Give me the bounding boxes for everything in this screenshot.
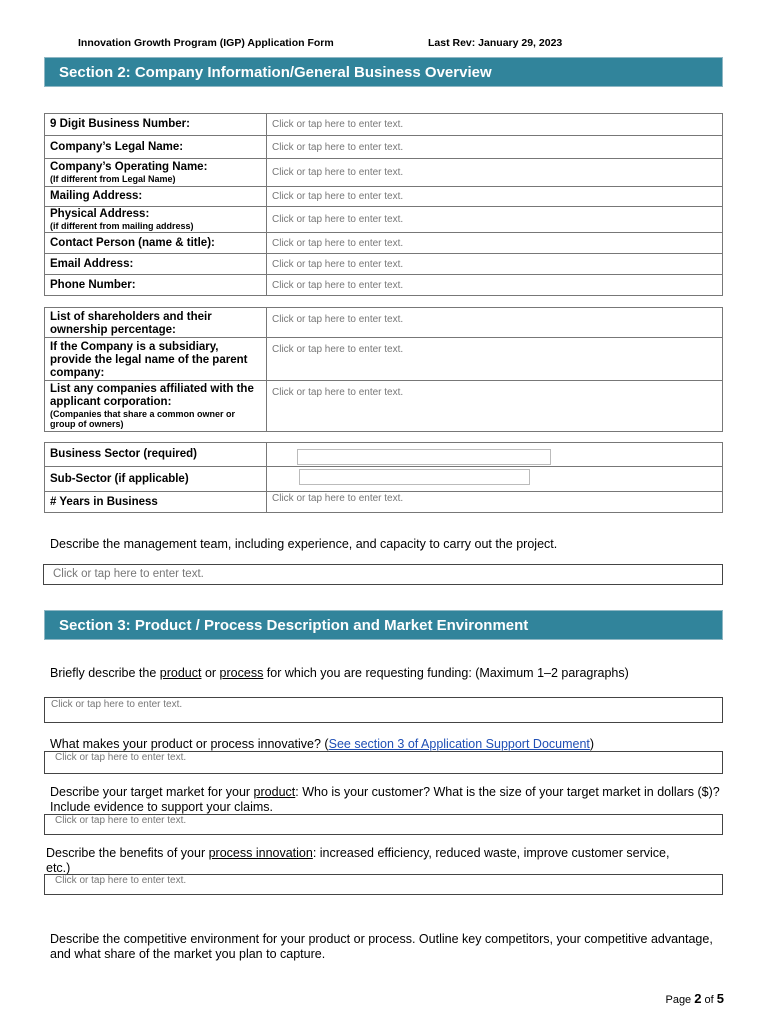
phone-number-label: Phone Number: (45, 275, 267, 296)
physical-address-label: Physical Address: (50, 208, 150, 220)
product-process-question (50, 666, 690, 681)
sub-sector-dropdown[interactable] (299, 469, 530, 485)
table-row (45, 114, 723, 136)
physical-address-field[interactable]: Click or tap here to enter text. (267, 207, 723, 233)
q1-text-2: or (201, 666, 220, 680)
current-page: 2 (694, 991, 702, 1006)
contact-person-field[interactable]: Click or tap here to enter text. (267, 233, 723, 254)
operating-name-field[interactable]: Click or tap here to enter text. (267, 159, 723, 187)
form-title: Innovation Growth Program (IGP) Application Form (78, 37, 334, 49)
q3-text-1: Describe your target market for your (50, 785, 254, 799)
company-info-table (44, 113, 723, 296)
table-row (45, 233, 723, 254)
business-number-label: 9 Digit Business Number: (45, 114, 267, 136)
q3-text-2: : Who is your customer? What is the size of your target market in dollars ($)? Include evidence to support your claims. (50, 785, 720, 814)
q4-text-2: : increased efficiency, reduced waste, improve customer service, etc.) (46, 846, 670, 875)
table-row (45, 275, 723, 296)
business-number-field[interactable]: Click or tap here to enter text. (267, 114, 723, 136)
shareholders-field[interactable]: Click or tap here to enter text. (267, 308, 723, 338)
affiliates-label-cell (45, 381, 267, 432)
operating-name-label-cell (45, 159, 267, 187)
last-revision: Last Rev: January 29, 2023 (428, 37, 563, 49)
years-in-business-field[interactable]: Click or tap here to enter text. (267, 492, 723, 513)
table-row (45, 381, 723, 432)
table-row (45, 254, 723, 275)
ownership-table (44, 307, 723, 432)
affiliates-label: List any companies affiliated with the applicant corporation: (50, 383, 254, 408)
q1-process: process (219, 666, 264, 680)
competitive-environment-question: Describe the competitive environment for your product or process. Outline key competitors, your competitive advantage, and what share of the market you plan to capture. (50, 932, 713, 961)
process-benefits-question (46, 846, 696, 876)
business-sector-dropdown[interactable] (297, 449, 551, 465)
email-address-field[interactable]: Click or tap here to enter text. (267, 254, 723, 275)
page-number (665, 991, 724, 1006)
section-3-heading: Section 3: Product / Process Description and Market Environment (44, 610, 723, 640)
parent-company-label: If the Company is a subsidiary, provide the legal name of the parent company: (45, 338, 267, 381)
innovation-question (50, 737, 594, 752)
affiliates-note: (Companies that share a common owner or group of owners) (50, 409, 236, 429)
target-market-question (50, 785, 720, 815)
section-2-heading: Section 2: Company Information/General Business Overview (44, 57, 723, 87)
mailing-address-label: Mailing Address: (45, 187, 267, 207)
q1-text-1: Briefly describe the (50, 666, 160, 680)
business-sector-label: Business Sector (required) (45, 443, 267, 467)
page-word: Page (665, 994, 695, 1006)
support-document-link[interactable]: See section 3 of Application Support Document (328, 737, 590, 751)
physical-address-note: (if different from mailing address) (50, 221, 194, 231)
table-row (45, 159, 723, 187)
q3-product: product (253, 785, 296, 799)
management-question: Describe the management team, including experience, and capacity to carry out the project. (50, 537, 558, 551)
q1-product: product (159, 666, 202, 680)
physical-address-label-cell (45, 207, 267, 233)
management-answer-field[interactable]: Click or tap here to enter text. (43, 564, 723, 585)
years-in-business-label: # Years in Business (45, 492, 267, 513)
phone-number-field[interactable]: Click or tap here to enter text. (267, 275, 723, 296)
operating-name-label: Company’s Operating Name: (50, 161, 208, 173)
of-word: of (701, 994, 717, 1006)
table-row (45, 338, 723, 381)
mailing-address-field[interactable]: Click or tap here to enter text. (267, 187, 723, 207)
table-row (45, 187, 723, 207)
table-row (45, 136, 723, 159)
legal-name-field[interactable]: Click or tap here to enter text. (267, 136, 723, 159)
total-pages: 5 (716, 991, 724, 1006)
legal-name-label: Company’s Legal Name: (45, 136, 267, 159)
q2-text-1: What makes your product or process innovative? ( (50, 737, 329, 751)
email-address-label: Email Address: (45, 254, 267, 275)
table-row (45, 207, 723, 233)
product-process-answer-field[interactable]: Click or tap here to enter text. (44, 697, 723, 723)
q4-text-1: Describe the benefits of your (46, 846, 209, 860)
parent-company-field[interactable]: Click or tap here to enter text. (267, 338, 723, 381)
target-market-answer-field[interactable]: Click or tap here to enter text. (44, 814, 723, 835)
table-row (45, 492, 723, 513)
q1-text-3: for which you are requesting funding: (Maximum 1–2 paragraphs) (263, 666, 629, 680)
q4-process-innovation: process innovation (208, 846, 313, 860)
sub-sector-label: Sub-Sector (if applicable) (45, 467, 267, 492)
process-benefits-answer-field[interactable]: Click or tap here to enter text. (44, 874, 723, 895)
operating-name-note: (If different from Legal Name) (50, 174, 176, 184)
table-row (45, 308, 723, 338)
q2-text-2: ) (589, 737, 595, 751)
contact-person-label: Contact Person (name & title): (45, 233, 267, 254)
innovation-answer-field[interactable]: Click or tap here to enter text. (44, 751, 723, 774)
shareholders-label: List of shareholders and their ownership percentage: (45, 308, 267, 338)
affiliates-field[interactable]: Click or tap here to enter text. (267, 381, 723, 432)
